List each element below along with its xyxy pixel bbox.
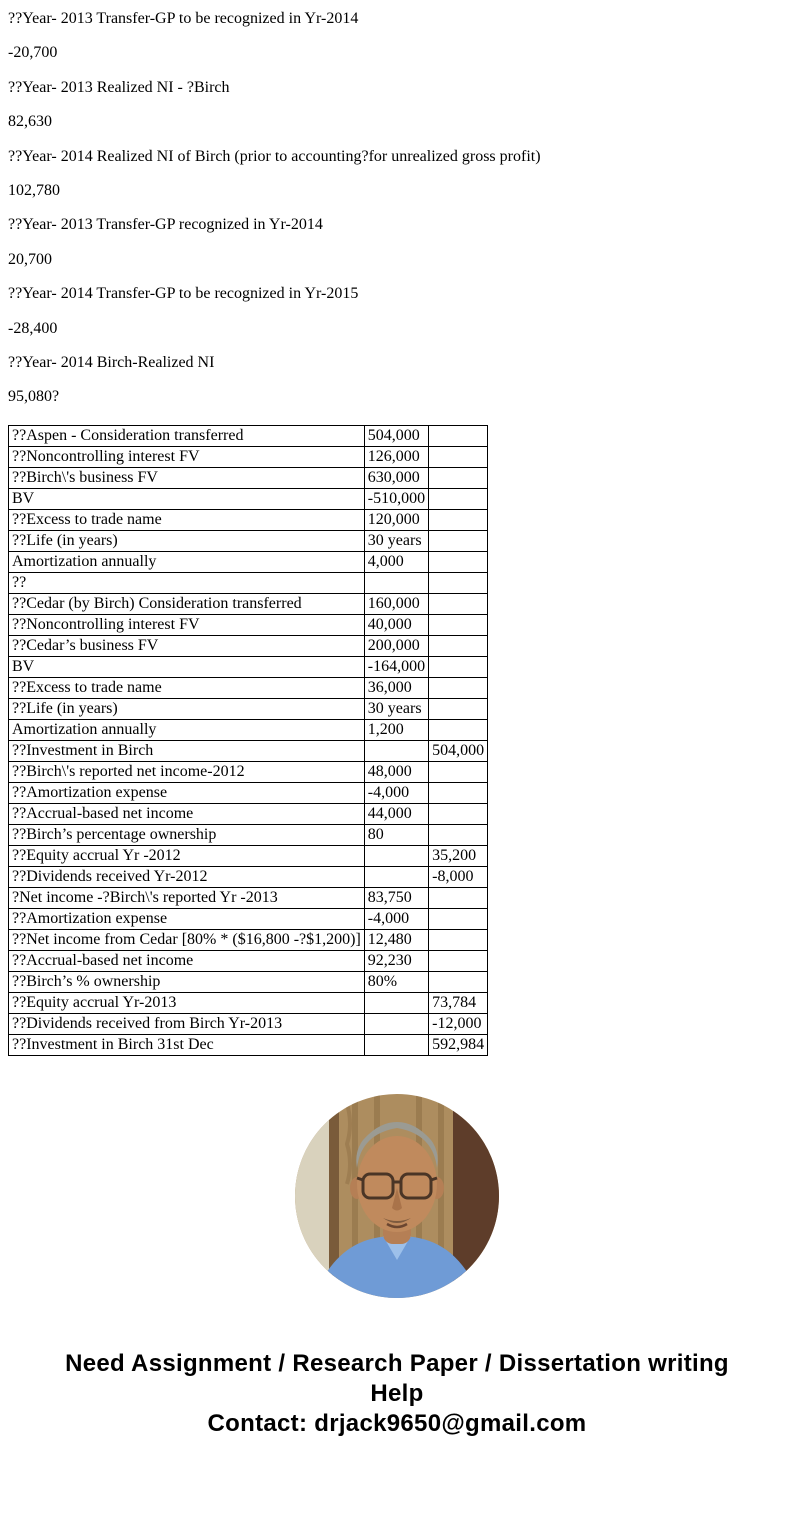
row-total-cell — [429, 824, 488, 845]
note-paragraph: ??Year- 2014 Realized NI of Birch (prior to accounting?for unrealized gross profit) — [8, 147, 541, 165]
page — [8, 10, 786, 1439]
row-value-cell: -4,000 — [364, 908, 428, 929]
note-paragraph: ??Year- 2014 Birch-Realized NI — [8, 353, 215, 371]
row-total-cell — [429, 719, 488, 740]
table-row — [9, 530, 488, 551]
row-value-cell — [364, 1034, 428, 1055]
row-total-cell — [429, 614, 488, 635]
row-label-cell: ?Net income -?Birch\'s reported Yr -2013 — [9, 887, 365, 908]
row-label-cell: ??Life (in years) — [9, 698, 365, 719]
note-paragraph: ??Year- 2013 Transfer-GP recognized in Yr-2014 — [8, 216, 323, 234]
row-value-cell — [364, 992, 428, 1013]
row-label-cell: ??Accrual-based net income — [9, 803, 365, 824]
table-row — [9, 845, 488, 866]
row-value-cell: -164,000 — [364, 656, 428, 677]
note-paragraph: 20,700 — [8, 250, 52, 268]
table-row — [9, 446, 488, 467]
note-paragraph: 95,080? — [8, 388, 60, 406]
table-row — [9, 551, 488, 572]
table-row — [9, 593, 488, 614]
note-paragraph: -20,700 — [8, 44, 58, 62]
row-total-cell — [429, 950, 488, 971]
row-value-cell: 12,480 — [364, 929, 428, 950]
table-row — [9, 467, 488, 488]
row-label-cell: ??Accrual-based net income — [9, 950, 365, 971]
note-paragraph: ??Year- 2013 Realized NI - ?Birch — [8, 78, 230, 96]
row-total-cell — [429, 488, 488, 509]
row-label-cell: ??Dividends received from Birch Yr-2013 — [9, 1013, 365, 1034]
row-total-cell — [429, 530, 488, 551]
row-total-cell — [429, 971, 488, 992]
row-value-cell — [364, 845, 428, 866]
table-row — [9, 971, 488, 992]
table-row — [9, 677, 488, 698]
row-label-cell: ??Life (in years) — [9, 530, 365, 551]
tutor-photo-icon — [295, 1094, 499, 1298]
row-total-cell — [429, 551, 488, 572]
row-label-cell: ??Net income from Cedar [80% * ($16,800 -?$1,200)] — [9, 929, 365, 950]
table-row — [9, 803, 488, 824]
note-paragraph: 82,630 — [8, 113, 52, 131]
table-row — [9, 719, 488, 740]
row-total-cell — [429, 887, 488, 908]
table-row — [9, 509, 488, 530]
row-value-cell: 200,000 — [364, 635, 428, 656]
row-value-cell — [364, 1013, 428, 1034]
row-value-cell: 30 years — [364, 530, 428, 551]
row-label-cell: ??Birch\'s business FV — [9, 467, 365, 488]
row-value-cell — [364, 866, 428, 887]
row-label-cell: ??Birch\'s reported net income-2012 — [9, 761, 365, 782]
note-paragraph: -28,400 — [8, 319, 58, 337]
row-total-cell — [429, 446, 488, 467]
row-total-cell: 73,784 — [429, 992, 488, 1013]
row-label-cell: Amortization annually — [9, 719, 365, 740]
row-value-cell: 4,000 — [364, 551, 428, 572]
row-label-cell: ??Investment in Birch 31st Dec — [9, 1034, 365, 1055]
row-label-cell: ??Cedar’s business FV — [9, 635, 365, 656]
row-value-cell: 126,000 — [364, 446, 428, 467]
row-value-cell: 160,000 — [364, 593, 428, 614]
table-row — [9, 572, 488, 593]
row-value-cell: 80% — [364, 971, 428, 992]
row-value-cell: 1,200 — [364, 719, 428, 740]
row-value-cell: 48,000 — [364, 761, 428, 782]
table-row — [9, 908, 488, 929]
table-row — [9, 635, 488, 656]
notes-section — [8, 10, 786, 407]
row-total-cell — [429, 509, 488, 530]
row-value-cell: 40,000 — [364, 614, 428, 635]
row-label-cell: BV — [9, 656, 365, 677]
row-label-cell: ??Noncontrolling interest FV — [9, 446, 365, 467]
table-row — [9, 698, 488, 719]
table-row — [9, 929, 488, 950]
row-label-cell: ??Amortization expense — [9, 908, 365, 929]
table-row — [9, 992, 488, 1013]
row-total-cell — [429, 929, 488, 950]
row-value-cell: -510,000 — [364, 488, 428, 509]
row-total-cell — [429, 908, 488, 929]
row-value-cell: 44,000 — [364, 803, 428, 824]
row-value-cell: 80 — [364, 824, 428, 845]
row-total-cell — [429, 635, 488, 656]
table-row — [9, 824, 488, 845]
row-total-cell — [429, 782, 488, 803]
row-label-cell: ??Cedar (by Birch) Consideration transferred — [9, 593, 365, 614]
table-row — [9, 488, 488, 509]
row-label-cell: ??Dividends received Yr-2012 — [9, 866, 365, 887]
row-value-cell: -4,000 — [364, 782, 428, 803]
row-total-cell — [429, 593, 488, 614]
row-total-cell — [429, 803, 488, 824]
row-value-cell — [364, 740, 428, 761]
row-label-cell: ??Aspen - Consideration transferred — [9, 425, 365, 446]
accounting-table — [8, 425, 488, 1056]
table-row — [9, 425, 488, 446]
table-row — [9, 1034, 488, 1055]
row-total-cell — [429, 467, 488, 488]
row-value-cell: 504,000 — [364, 425, 428, 446]
row-label-cell: ??Excess to trade name — [9, 677, 365, 698]
row-label-cell: Amortization annually — [9, 551, 365, 572]
contact-email-text: Contact: drjack9650@gmail.com — [207, 1410, 587, 1438]
row-value-cell — [364, 572, 428, 593]
note-paragraph: 102,780 — [8, 181, 60, 199]
row-label-cell: ??Birch’s % ownership — [9, 971, 365, 992]
row-total-cell — [429, 698, 488, 719]
table-row — [9, 782, 488, 803]
row-total-cell — [429, 761, 488, 782]
row-total-cell — [429, 677, 488, 698]
row-label-cell: ??Birch’s percentage ownership — [9, 824, 365, 845]
row-total-cell — [429, 572, 488, 593]
row-label-cell: ??Excess to trade name — [9, 509, 365, 530]
table-row — [9, 866, 488, 887]
promo-footer — [8, 1349, 786, 1440]
help-offer-text: Need Assignment / Research Paper / Dissertation writing Help — [65, 1349, 729, 1407]
row-total-cell: -12,000 — [429, 1013, 488, 1034]
row-total-cell: 504,000 — [429, 740, 488, 761]
table-row — [9, 950, 488, 971]
row-label-cell: ??Noncontrolling interest FV — [9, 614, 365, 635]
table-row — [9, 740, 488, 761]
row-label-cell: ?? — [9, 572, 365, 593]
row-label-cell: ??Amortization expense — [9, 782, 365, 803]
row-total-cell — [429, 425, 488, 446]
note-paragraph: ??Year- 2013 Transfer-GP to be recognized in Yr-2014 — [8, 10, 359, 27]
row-label-cell: ??Investment in Birch — [9, 740, 365, 761]
row-label-cell: ??Equity accrual Yr -2012 — [9, 845, 365, 866]
row-label-cell: ??Equity accrual Yr-2013 — [9, 992, 365, 1013]
row-value-cell: 83,750 — [364, 887, 428, 908]
note-paragraph: ??Year- 2014 Transfer-GP to be recognized in Yr-2015 — [8, 285, 359, 303]
avatar-figure — [8, 1094, 786, 1303]
row-value-cell: 630,000 — [364, 467, 428, 488]
row-value-cell: 30 years — [364, 698, 428, 719]
table-row — [9, 1013, 488, 1034]
row-total-cell: -8,000 — [429, 866, 488, 887]
row-total-cell — [429, 656, 488, 677]
table-row — [9, 887, 488, 908]
table-row — [9, 614, 488, 635]
row-value-cell: 120,000 — [364, 509, 428, 530]
row-value-cell: 36,000 — [364, 677, 428, 698]
table-row — [9, 656, 488, 677]
row-label-cell: BV — [9, 488, 365, 509]
row-total-cell: 592,984 — [429, 1034, 488, 1055]
accounting-table-body — [9, 425, 488, 1055]
row-total-cell: 35,200 — [429, 845, 488, 866]
row-value-cell: 92,230 — [364, 950, 428, 971]
table-row — [9, 761, 488, 782]
